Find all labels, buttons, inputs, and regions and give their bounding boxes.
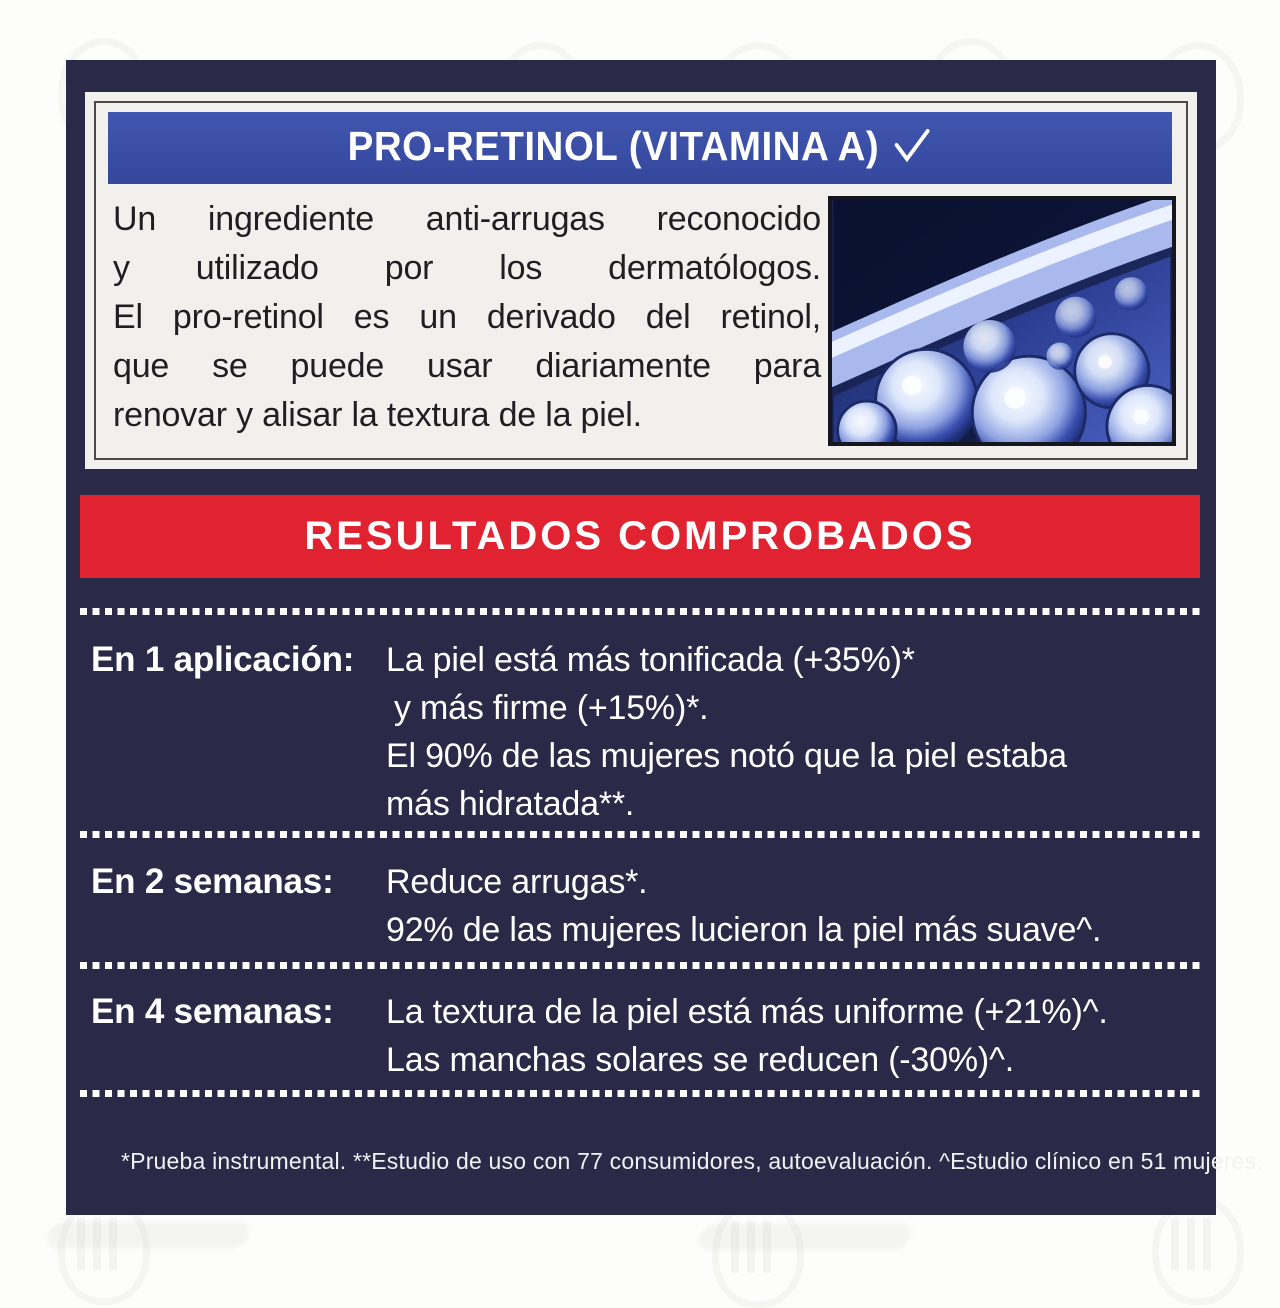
result-section-1-aplicacion	[66, 636, 1202, 828]
results-banner	[80, 495, 1200, 578]
watermark-script	[44, 1222, 252, 1248]
description-line: que se puede usar diariamente para	[113, 347, 821, 385]
result-line: Reduce arrugas*.	[386, 863, 648, 901]
result-section-4-semanas	[66, 988, 1202, 1084]
bubbles-illustration	[832, 200, 1172, 442]
result-section-label: En 1 aplicación:	[91, 640, 355, 679]
dotted-separator	[80, 831, 1202, 838]
result-section-2-semanas	[66, 858, 1202, 954]
study-footnote: *Prueba instrumental. **Estudio de uso con 77 consumidores, autoevaluación. ^Estudio clínico en 51 mujeres.	[121, 1148, 1263, 1174]
watermark-script	[696, 1224, 914, 1250]
result-section-label: En 2 semanas:	[91, 862, 334, 901]
result-line: Las manchas solares se reducen (-30%)^.	[386, 1041, 1015, 1079]
results-banner-title: RESULTADOS COMPROBADOS	[304, 514, 976, 558]
ingredient-description	[113, 195, 821, 440]
result-line: El 90% de las mujeres notó que la piel estaba	[386, 737, 1067, 775]
ingredient-box	[85, 92, 1197, 469]
ingredient-title: PRO-RETINOL (VITAMINA A)	[348, 123, 932, 174]
description-line: Un ingrediente anti-arrugas reconocido	[113, 200, 821, 238]
ingredient-photo	[828, 196, 1176, 446]
description-line: El pro-retinol es un derivado del retinol,	[113, 298, 821, 336]
result-line: y más firme (+15%)*.	[394, 689, 709, 727]
ingredient-header-bar	[108, 112, 1172, 184]
dotted-separator	[80, 962, 1202, 969]
dotted-separator	[80, 1090, 1202, 1097]
dotted-separator	[80, 608, 1202, 615]
description-line: renovar y alisar la textura de la piel.	[113, 396, 642, 434]
description-line: y utilizado por los dermatólogos.	[113, 249, 821, 287]
result-line: 92% de las mujeres lucieron la piel más suave^.	[386, 911, 1102, 949]
checkmark-icon	[894, 127, 932, 174]
result-section-label: En 4 semanas:	[91, 992, 334, 1031]
result-line: La textura de la piel está más uniforme (+21%)^.	[386, 993, 1108, 1031]
result-line: más hidratada**.	[386, 785, 635, 823]
package-back-panel	[66, 60, 1263, 1215]
result-line: La piel está más tonificada (+35%)*	[386, 641, 915, 679]
